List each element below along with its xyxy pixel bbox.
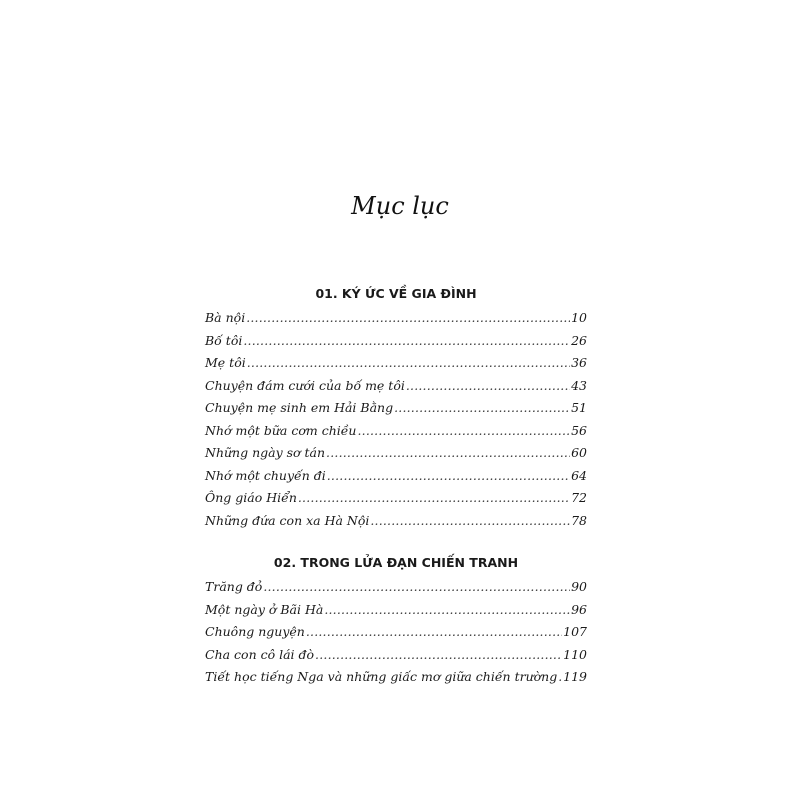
toc-entry: [205, 420, 587, 443]
toc-entry-page: 56: [571, 422, 587, 438]
toc-entry-page: 60: [571, 445, 587, 460]
dot-leader: [326, 442, 570, 465]
toc-entry-page: 90: [571, 579, 587, 594]
toc-entry: [205, 644, 587, 667]
dot-leader: [370, 510, 570, 533]
toc-entry: [205, 487, 587, 510]
toc-entry-page: 110: [563, 646, 587, 662]
dot-leader: [246, 307, 570, 330]
dot-leader: [247, 352, 570, 375]
toc-entry: [205, 666, 587, 689]
toc-entry-title: Nhớ một chuyến đi: [205, 467, 326, 483]
toc-entry-title: Bố tôi: [205, 332, 243, 348]
toc-entry-title: Ông giáo Hiển: [205, 490, 297, 505]
toc-entry: [205, 465, 587, 488]
section-heading: 02. TRONG LỬA ĐẠN CHIẾN TRANH: [273, 555, 519, 570]
toc-entry-title: Những đứa con xa Hà Nội: [205, 512, 370, 528]
toc-entry-title: Bà nội: [205, 310, 246, 325]
toc-entry-title: Cha con cô lái đò: [205, 646, 315, 662]
toc-entry-page: 10: [571, 310, 587, 325]
toc-entry-title: Mẹ tôi: [205, 355, 246, 370]
toc-entry-title: Chuyện đám cưới của bố mẹ tôi: [205, 377, 405, 393]
toc-entry-page: 107: [563, 624, 587, 639]
toc-entry-title: Chuyện mẹ sinh em Hải Bằng: [205, 400, 394, 415]
toc-list: [205, 576, 587, 689]
toc-entry: [205, 442, 587, 465]
toc-entry: [205, 510, 587, 533]
toc-entry-page: 78: [571, 512, 587, 528]
toc-entry: [205, 621, 587, 644]
toc-entry-page: 26: [571, 332, 587, 348]
toc-entry: [205, 375, 587, 398]
toc-entry: [205, 307, 587, 330]
toc-entry-page: 43: [571, 377, 587, 393]
toc-entry: [205, 599, 587, 622]
toc-entry-page: 119: [563, 669, 587, 684]
toc-list: [205, 307, 587, 532]
toc-section-war: [205, 553, 587, 689]
dot-leader: [315, 644, 562, 667]
toc-section-family-memories: [205, 284, 587, 532]
toc-entry: [205, 352, 587, 375]
toc-entry-title: Một ngày ở Bãi Hà: [205, 601, 324, 617]
page-title: Mục lục: [351, 192, 449, 220]
dot-leader: [263, 576, 570, 599]
toc-entry-page: 96: [571, 601, 587, 617]
toc-entry-title: Nhớ một bữa cơm chiều: [205, 422, 357, 438]
dot-leader: [324, 599, 570, 622]
dot-leader: [243, 330, 570, 353]
toc-entry: [205, 576, 587, 599]
toc-entry: [205, 397, 587, 420]
toc-entry-title: Tiết học tiếng Nga và những giấc mơ giữa chiến trường: [205, 669, 558, 684]
dot-leader: [298, 487, 570, 510]
toc-entry-title: Những ngày sơ tán: [205, 445, 326, 460]
toc-entry-page: 36: [571, 355, 587, 370]
toc-entry-page: 64: [571, 467, 587, 483]
toc-entry-title: Trăng đỏ: [205, 579, 263, 594]
dot-leader: [406, 375, 570, 398]
dot-leader: [558, 666, 562, 689]
toc-entry: [205, 330, 587, 353]
toc-entry-page: 51: [571, 400, 587, 415]
toc-entry-page: 72: [571, 490, 587, 505]
dot-leader: [357, 420, 570, 443]
dot-leader: [327, 465, 570, 488]
toc-entry-title: Chuông nguyện: [205, 624, 305, 639]
dot-leader: [306, 621, 562, 644]
dot-leader: [394, 397, 570, 420]
section-heading: 01. KÝ ỨC VỀ GIA ĐÌNH: [315, 286, 477, 301]
